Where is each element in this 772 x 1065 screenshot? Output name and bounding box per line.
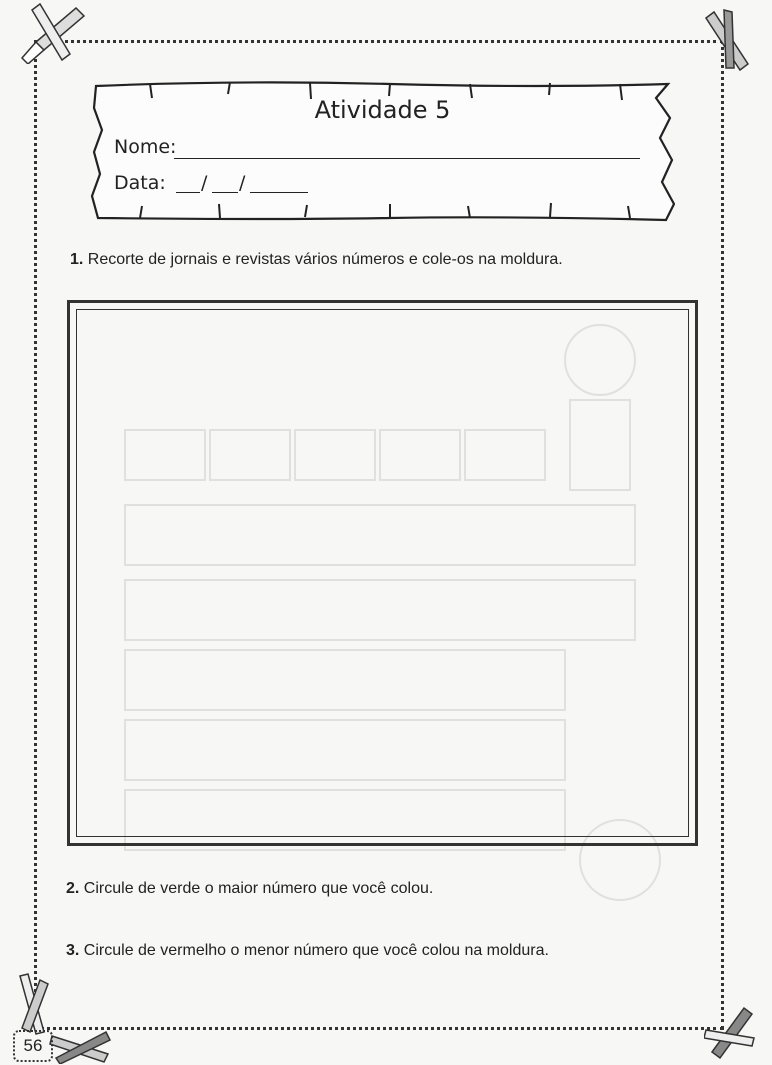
instruction-3 xyxy=(66,942,549,960)
name-label: Nome: xyxy=(114,136,177,158)
page-number: 56 xyxy=(13,1030,53,1062)
date-label: Data: xyxy=(114,172,166,194)
date-month-line[interactable] xyxy=(212,192,238,193)
instruction-text: Recorte de jornais e revistas vários números e cole-os na moldura. xyxy=(87,251,563,268)
date-day-line[interactable] xyxy=(176,192,200,193)
date-separator: / xyxy=(239,172,246,194)
instruction-number: 1. xyxy=(70,251,84,268)
instruction-text: Circule de vermelho o menor número que você colou na moldura. xyxy=(83,942,549,959)
date-year-line[interactable] xyxy=(250,192,308,193)
pencil-icon xyxy=(18,2,90,64)
paste-frame-inner-border xyxy=(76,309,689,837)
instruction-number: 2. xyxy=(66,880,80,897)
paste-frame[interactable] xyxy=(67,300,698,846)
pencil-icon xyxy=(48,1028,114,1064)
date-separator: / xyxy=(201,172,208,194)
crayon-icon xyxy=(14,972,54,1036)
activity-header-banner xyxy=(90,78,675,228)
instruction-text: Circule de verde o maior número que você colou. xyxy=(83,880,434,897)
pencil-icon xyxy=(704,1000,760,1060)
instruction-1 xyxy=(70,251,563,269)
name-line[interactable] xyxy=(174,158,640,159)
crayon-icon xyxy=(700,8,756,72)
instruction-2 xyxy=(66,880,433,898)
activity-title: Atividade 5 xyxy=(314,96,451,124)
instruction-number: 3. xyxy=(66,942,80,959)
